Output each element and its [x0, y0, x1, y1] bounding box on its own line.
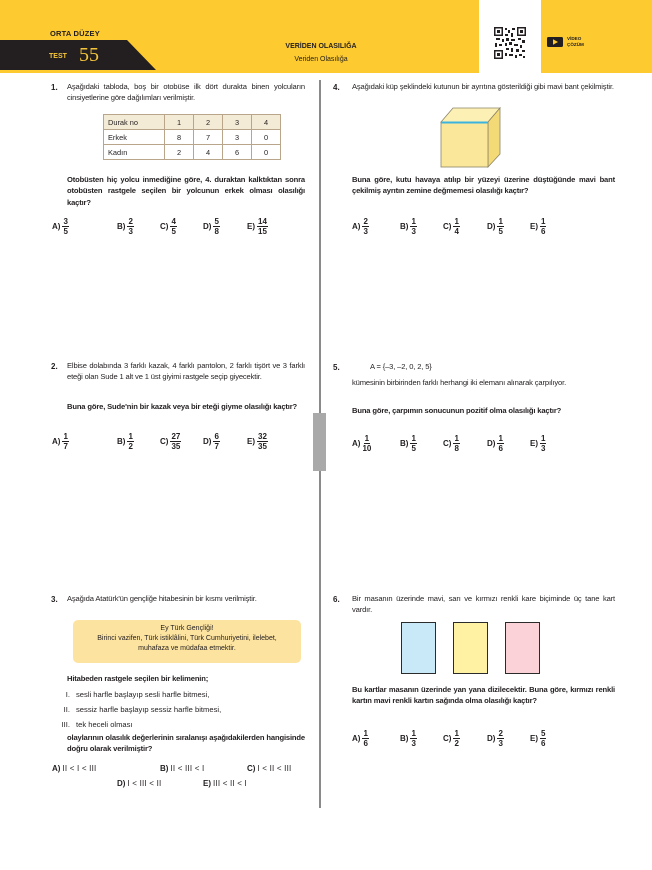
- option-a[interactable]: [52, 764, 96, 773]
- denominator: 3: [541, 444, 546, 453]
- solution-label: ÇÖZÜM: [567, 42, 584, 47]
- option-b[interactable]: [400, 434, 417, 453]
- option-letter: B): [400, 439, 409, 448]
- numerator: 1: [363, 729, 368, 738]
- option-letter: D): [203, 437, 212, 446]
- denominator: 4: [454, 227, 459, 236]
- question-prompt: Buna göre, kutu havaya atılıp bir yüzeyi üzerine düştüğünde mavi bant çekilmiş ayrıtın zemine değmemesi olasılığı kaçtır?: [352, 175, 615, 196]
- statement-item-3: [58, 720, 133, 729]
- roman-numeral: III.: [61, 720, 70, 729]
- denominator: 6: [498, 444, 503, 453]
- option-e[interactable]: [203, 779, 247, 788]
- fraction: [540, 729, 546, 748]
- denominator: 6: [541, 227, 546, 236]
- numerator: 1: [454, 434, 459, 443]
- fraction: [540, 434, 546, 453]
- option-letter: D): [487, 734, 496, 743]
- numerator: 5: [214, 217, 219, 226]
- question-statement: kümesinin birbirinden farklı herhangi iki elemanı alınarak çarpılıyor.: [352, 378, 567, 387]
- denominator: 8: [214, 227, 219, 236]
- option-letter: B): [400, 734, 409, 743]
- option-letter: C): [443, 439, 452, 448]
- question-prompt: Buna göre, Sude'nin bir kazak veya bir eteği giyme olasılığı kaçtır?: [67, 402, 298, 411]
- numerator: 5: [541, 729, 546, 738]
- option-letter: E): [530, 222, 538, 231]
- option-d[interactable]: [487, 217, 504, 236]
- question-prompt: Bu kartlar masanın üzerinde yan yana dizilecektir. Buna göre, kırmızı renkli kartın mavi renkli kartın sağında olma olasılığı kaçtır?: [352, 685, 615, 706]
- question-number: 6.: [333, 595, 340, 604]
- option-letter: E): [247, 222, 255, 231]
- option-b[interactable]: [400, 729, 417, 748]
- option-b[interactable]: [400, 217, 417, 236]
- option-c[interactable]: [160, 432, 181, 451]
- numerator: 1: [364, 434, 370, 443]
- denominator: 3: [498, 739, 503, 748]
- numerator: 1: [541, 217, 546, 226]
- question-number: 1.: [51, 83, 58, 92]
- numerator: 27: [171, 432, 181, 441]
- numerator: 1: [411, 434, 416, 443]
- test-number: 55: [79, 44, 99, 66]
- quote-line: Birinci vazifen, Türk istiklâlini, Türk Cumhuriyetini, ilelebet,: [97, 635, 277, 642]
- numerator: 1: [63, 432, 68, 441]
- numerator: 4: [171, 217, 176, 226]
- denominator: 2: [454, 739, 459, 748]
- speech-quote-box: [73, 620, 301, 663]
- statement-item-1: [58, 690, 209, 699]
- question-prompt: olaylarının olasılık değerlerinin sıralanışı aşağıdakilerden hangisinde doğru olarak verilmiştir?: [67, 733, 305, 754]
- numerator: 14: [258, 217, 267, 226]
- denominator: 2: [128, 442, 133, 451]
- option-b[interactable]: [117, 432, 134, 451]
- blue-card: [401, 622, 436, 674]
- numerator: 6: [214, 432, 219, 441]
- denominator: 10: [362, 444, 372, 453]
- difficulty-level: ORTA DÜZEY: [50, 29, 100, 38]
- table-cell: Kadın: [104, 145, 165, 160]
- question-number: 4.: [333, 83, 340, 92]
- denominator: 8: [454, 444, 459, 453]
- denominator: 3: [411, 739, 416, 748]
- fraction: [362, 434, 371, 453]
- option-d[interactable]: [203, 217, 220, 236]
- table-header-cell: 3: [223, 115, 252, 130]
- item-text: tek heceli olması: [76, 720, 133, 729]
- option-letter: C): [160, 222, 169, 231]
- option-c[interactable]: [443, 434, 460, 453]
- option-c[interactable]: [160, 217, 177, 236]
- fraction: [410, 434, 416, 453]
- table-header-cell: 4: [252, 115, 281, 130]
- fraction: [497, 217, 503, 236]
- fraction: [257, 432, 268, 451]
- question-statement: Elbise dolabında 3 farklı kazak, 4 farklı pantolon, 2 farklı tişört ve 3 farklı eteği olan Sude 1 alt ve 1 üst giyimi rastgele seçip giyecektir.: [67, 361, 305, 382]
- option-a[interactable]: [52, 432, 69, 451]
- fraction: [213, 432, 219, 451]
- option-letter: B): [117, 222, 126, 231]
- page-subtitle: Veriden Olasılığa: [294, 56, 348, 63]
- option-text: II < III < I: [170, 764, 205, 773]
- numerator: 3: [63, 217, 68, 226]
- header-bar: [0, 0, 652, 73]
- fraction: [127, 217, 133, 236]
- option-a[interactable]: [352, 729, 369, 748]
- fraction: [497, 434, 503, 453]
- question-statement: Aşağıda Atatürk'ün gençliğe hitabesinin bir kısmı verilmiştir.: [67, 594, 257, 603]
- fraction: [453, 434, 459, 453]
- video-solution-link[interactable]: [547, 36, 584, 48]
- denominator: 5: [63, 227, 68, 236]
- table-header-row: [104, 115, 281, 130]
- denominator: 5: [411, 444, 416, 453]
- question-number: 2.: [51, 362, 58, 371]
- option-b[interactable]: [160, 764, 204, 773]
- test-band: [0, 40, 156, 70]
- roman-numeral: II.: [63, 705, 70, 714]
- publisher-side-badge: [313, 413, 326, 471]
- numerator: 1: [411, 729, 416, 738]
- fraction: [170, 432, 181, 451]
- numerator: 1: [454, 217, 459, 226]
- option-text: I < II < III: [257, 764, 292, 773]
- option-e[interactable]: [247, 217, 268, 236]
- table-row: [104, 130, 281, 145]
- denominator: 35: [171, 442, 181, 451]
- option-c[interactable]: [443, 729, 460, 748]
- option-letter: C): [443, 734, 452, 743]
- option-letter: A): [52, 764, 61, 773]
- denominator: 5: [171, 227, 176, 236]
- option-e[interactable]: [530, 729, 546, 748]
- fraction: [127, 432, 133, 451]
- question-prompt: Buna göre, çarpımın sonucunun pozitif olma olasılığı kaçtır?: [352, 406, 562, 415]
- option-c[interactable]: [247, 764, 291, 773]
- option-c[interactable]: [443, 217, 460, 236]
- table-cell: 7: [194, 130, 223, 145]
- option-letter: A): [52, 437, 61, 446]
- denominator: 6: [541, 739, 546, 748]
- option-letter: A): [352, 734, 361, 743]
- roman-numeral: I.: [65, 690, 70, 699]
- option-letter: B): [160, 764, 169, 773]
- table-cell: 2: [165, 145, 194, 160]
- fraction: [213, 217, 219, 236]
- denominator: 6: [363, 739, 368, 748]
- option-letter: A): [352, 439, 361, 448]
- fraction: [410, 729, 416, 748]
- option-text: III < II < I: [213, 779, 247, 788]
- table-row: [104, 145, 281, 160]
- denominator: 3: [411, 227, 416, 236]
- option-text: I < III < II: [127, 779, 162, 788]
- denominator: 15: [258, 227, 267, 236]
- denominator: 3: [128, 227, 133, 236]
- numerator: 1: [541, 434, 546, 443]
- option-letter: A): [352, 222, 361, 231]
- numerator: 1: [498, 434, 503, 443]
- denominator: 7: [63, 442, 68, 451]
- fraction: [362, 217, 368, 236]
- option-letter: E): [530, 734, 538, 743]
- numerator: 2: [363, 217, 368, 226]
- qr-panel: [479, 0, 541, 73]
- qr-code-icon[interactable]: [494, 27, 526, 59]
- option-a[interactable]: [352, 217, 369, 236]
- denominator: 5: [498, 227, 503, 236]
- option-d[interactable]: [117, 779, 161, 788]
- statement-item-2: [58, 705, 221, 714]
- yellow-card: [453, 622, 488, 674]
- option-letter: C): [160, 437, 169, 446]
- fraction: [497, 729, 503, 748]
- fraction: [257, 217, 268, 236]
- table-cell: 0: [252, 145, 281, 160]
- red-card: [505, 622, 540, 674]
- option-letter: D): [203, 222, 212, 231]
- question-statement: Aşağıdaki tabloda, boş bir otobüse ilk dört durakta binen yolcuların cinsiyetlerine göre dağılımları verilmiştir.: [67, 82, 305, 103]
- option-letter: E): [530, 439, 538, 448]
- quote-line: muhafaza ve müdafaa etmektir.: [138, 645, 236, 652]
- option-e[interactable]: [530, 434, 546, 453]
- fraction: [453, 729, 459, 748]
- fraction: [62, 217, 68, 236]
- fraction: [62, 432, 68, 451]
- option-letter: D): [487, 222, 496, 231]
- option-letter: B): [117, 437, 126, 446]
- table-cell: Erkek: [104, 130, 165, 145]
- option-d[interactable]: [203, 432, 220, 451]
- quote-line: Ey Türk Gençliği!: [160, 625, 214, 632]
- numerator: 1: [454, 729, 459, 738]
- numerator: 1: [498, 217, 503, 226]
- option-a[interactable]: [352, 434, 371, 453]
- item-text: sesli harfle başlayıp sesli harfle bitmesi,: [76, 690, 210, 699]
- table-cell: 6: [223, 145, 252, 160]
- option-d[interactable]: [487, 729, 504, 748]
- option-e[interactable]: [247, 432, 268, 451]
- option-text: II < I < III: [62, 764, 97, 773]
- option-letter: B): [400, 222, 409, 231]
- question-lead: Hitabeden rastgele seçilen bir kelimenin;: [67, 674, 209, 683]
- numerator: 2: [498, 729, 503, 738]
- item-text: sessiz harfle başlayıp sessiz harfle bitmesi,: [76, 705, 222, 714]
- option-letter: C): [443, 222, 452, 231]
- table-header-cell: Durak no: [104, 115, 165, 130]
- denominator: 7: [214, 442, 219, 451]
- option-letter: C): [247, 764, 256, 773]
- question-statement: Bir masanın üzerinde mavi, sarı ve kırmızı renkli kare biçiminde üç tane kart vardır.: [352, 594, 615, 615]
- option-letter: E): [247, 437, 255, 446]
- option-a[interactable]: [52, 217, 69, 236]
- question-prompt: Otobüsten hiç yolcu inmediğine göre, 4. duraktan kalktıktan sonra otobüsten rastgele seçilen bir yolcunun erkek olması olasılığı kaçtır?: [67, 175, 305, 207]
- numerator: 1: [128, 432, 133, 441]
- table-cell: 8: [165, 130, 194, 145]
- cube-box-figure: [438, 106, 502, 170]
- numerator: 32: [258, 432, 267, 441]
- option-b[interactable]: [117, 217, 134, 236]
- play-video-icon: [547, 37, 563, 47]
- option-letter: D): [117, 779, 126, 788]
- question-number: 3.: [51, 595, 58, 604]
- option-letter: A): [52, 222, 61, 231]
- table-cell: 4: [194, 145, 223, 160]
- test-label: TEST: [49, 53, 67, 60]
- page-title: VERİDEN OLASILIĞA: [285, 43, 357, 50]
- fraction: [410, 217, 416, 236]
- fraction: [362, 729, 368, 748]
- set-definition: A = {–3, –2, 0, 2, 5}: [370, 362, 432, 371]
- numerator: 2: [128, 217, 133, 226]
- option-letter: D): [487, 439, 496, 448]
- table-header-cell: 1: [165, 115, 194, 130]
- denominator: 35: [258, 442, 267, 451]
- passenger-table: [103, 114, 281, 160]
- numerator: 1: [411, 217, 416, 226]
- table-header-cell: 2: [194, 115, 223, 130]
- option-letter: E): [203, 779, 211, 788]
- option-d[interactable]: [487, 434, 504, 453]
- fraction: [170, 217, 176, 236]
- fraction: [540, 217, 546, 236]
- fraction: [453, 217, 459, 236]
- option-e[interactable]: [530, 217, 546, 236]
- video-label: VİDEO: [567, 36, 582, 41]
- table-cell: 3: [223, 130, 252, 145]
- question-statement: Aşağıdaki küp şeklindeki kutunun bir ayrıtına gösterildiği gibi mavi bant çekilmiştir.: [352, 82, 614, 91]
- denominator: 3: [363, 227, 368, 236]
- table-cell: 0: [252, 130, 281, 145]
- question-number: 5.: [333, 363, 340, 372]
